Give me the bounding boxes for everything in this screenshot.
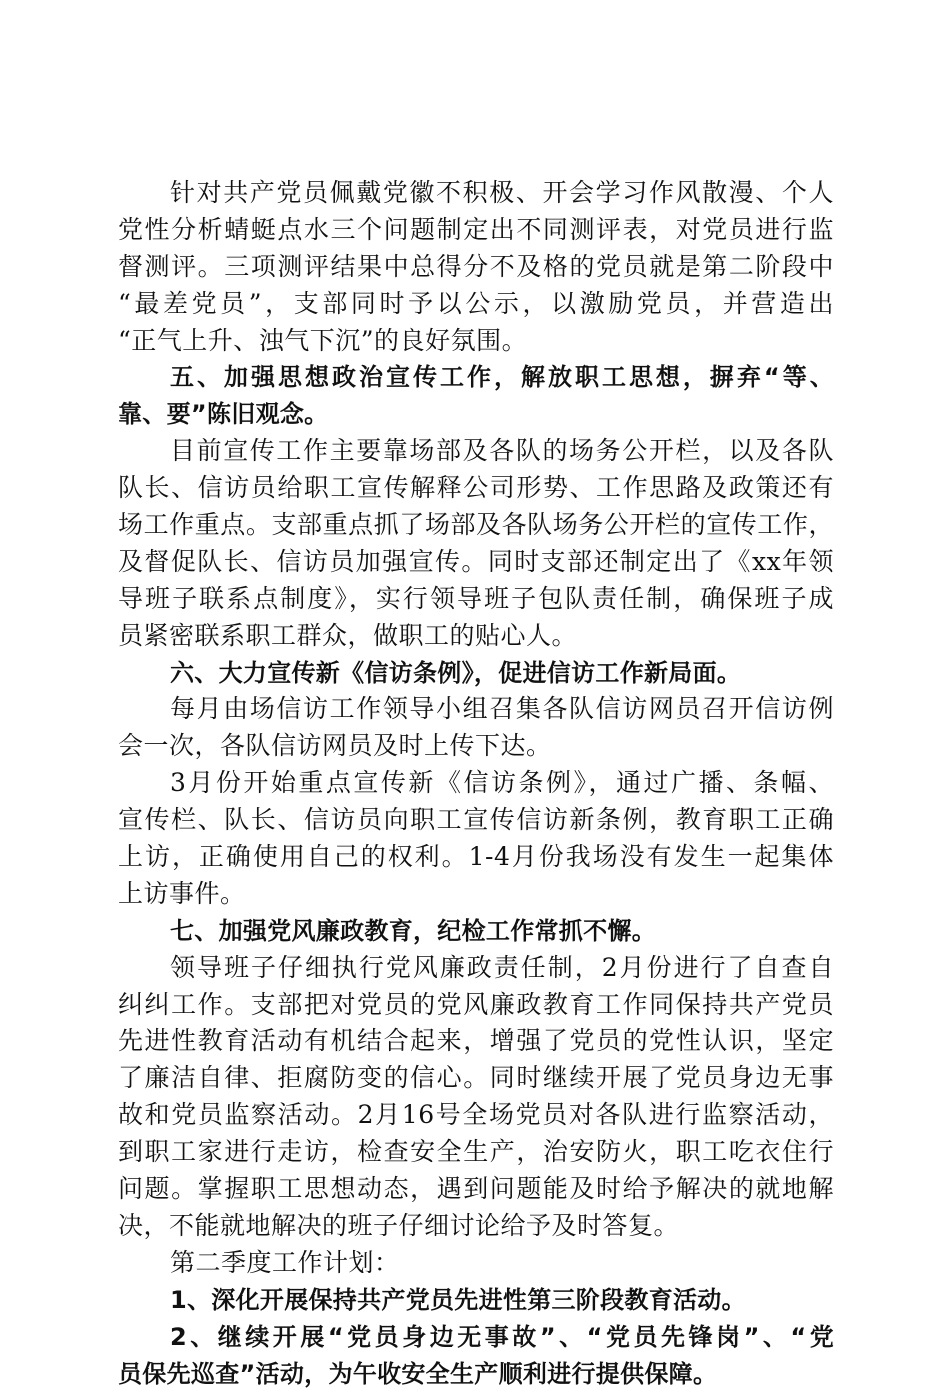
document-body xyxy=(118,175,834,1392)
paragraph-line: 及督促队长、信访员加强宣传。同时支部还制定出了《xx年领 xyxy=(118,544,834,581)
paragraph-line: 纠纠工作。支部把对党员的党风廉政教育工作同保持共产党员 xyxy=(118,987,834,1024)
paragraph-line: 场工作重点。支部重点抓了场部及各队场务公开栏的宣传工作， xyxy=(118,507,834,544)
section-heading-line: 2、继续开展“党员身边无事故”、“党员先锋岗”、“党 xyxy=(118,1319,834,1356)
paragraph-line: 领导班子仔细执行党风廉政责任制，2月份进行了自查自 xyxy=(118,950,834,987)
paragraph-line: 督测评。三项测评结果中总得分不及格的党员就是第二阶段中 xyxy=(118,249,834,286)
paragraph-line: 上访，正确使用自己的权利。1-4月份我场没有发生一起集体 xyxy=(118,839,834,876)
paragraph-line: 故和党员监察活动。2月16号全场党员对各队进行监察活动， xyxy=(118,1097,834,1134)
paragraph-line: 决，不能就地解决的班子仔细讨论给予及时答复。 xyxy=(118,1208,834,1245)
paragraph-line: 每月由场信访工作领导小组召集各队信访网员召开信访例 xyxy=(118,691,834,728)
paragraph-line: 党性分析蜻蜓点水三个问题制定出不同测评表，对党员进行监 xyxy=(118,212,834,249)
section-heading-line: 六、大力宣传新《信访条例》，促进信访工作新局面。 xyxy=(118,655,834,692)
paragraph-line: “正气上升、浊气下沉”的良好氛围。 xyxy=(118,323,834,360)
section-heading-line: 1、深化开展保持共产党员先进性第三阶段教育活动。 xyxy=(118,1282,834,1319)
paragraph-line: 导班子联系点制度》，实行领导班子包队责任制，确保班子成 xyxy=(118,581,834,618)
section-heading-line: 靠、要”陈旧观念。 xyxy=(118,396,834,433)
paragraph-line: 问题。掌握职工思想动态，遇到问题能及时给予解决的就地解 xyxy=(118,1171,834,1208)
paragraph-line: 针对共产党员佩戴党徽不积极、开会学习作风散漫、个人 xyxy=(118,175,834,212)
section-heading-line: 五、加强思想政治宣传工作，解放职工思想，摒弃“等、 xyxy=(118,359,834,396)
paragraph-line: 第二季度工作计划： xyxy=(118,1245,834,1282)
paragraph-line: 上访事件。 xyxy=(118,876,834,913)
paragraph-line: 3月份开始重点宣传新《信访条例》，通过广播、条幅、 xyxy=(118,765,834,802)
paragraph-line: 会一次，各队信访网员及时上传下达。 xyxy=(118,728,834,765)
paragraph-line: 先进性教育活动有机结合起来，增强了党员的党性认识，坚定 xyxy=(118,1023,834,1060)
section-heading-line: 七、加强党风廉政教育，纪检工作常抓不懈。 xyxy=(118,913,834,950)
paragraph-line: 队长、信访员给职工宣传解释公司形势、工作思路及政策还有 xyxy=(118,470,834,507)
paragraph-line: 了廉洁自律、拒腐防变的信心。同时继续开展了党员身边无事 xyxy=(118,1060,834,1097)
paragraph-line: 员紧密联系职工群众，做职工的贴心人。 xyxy=(118,618,834,655)
paragraph-line: 到职工家进行走访，检查安全生产，治安防火，职工吃衣住行 xyxy=(118,1134,834,1171)
paragraph-line: 目前宣传工作主要靠场部及各队的场务公开栏，以及各队 xyxy=(118,433,834,470)
paragraph-line: “最差党员”，支部同时予以公示，以激励党员，并营造出 xyxy=(118,286,834,323)
section-heading-line: 员保先巡查”活动，为午收安全生产顺利进行提供保障。 xyxy=(118,1356,834,1392)
paragraph-line: 宣传栏、队长、信访员向职工宣传信访新条例，教育职工正确 xyxy=(118,802,834,839)
